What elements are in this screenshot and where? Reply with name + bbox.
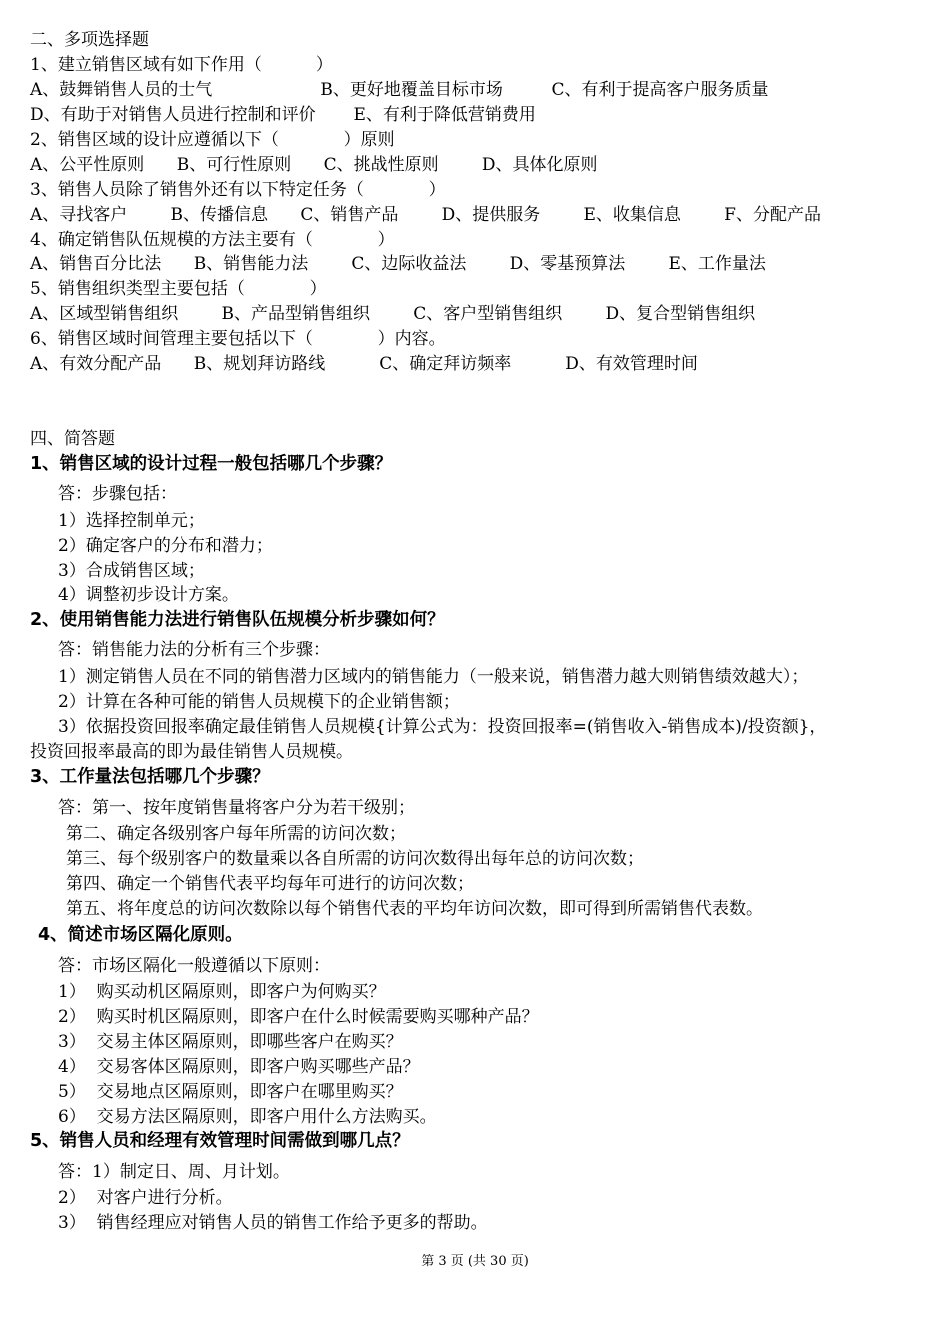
answer-line: 4）调整初步设计方案。 bbox=[58, 585, 239, 605]
question-1-options-row-1: A、鼓舞销售人员的士气 B、更好地覆盖目标市场 C、有利于提高客户服务质量 bbox=[30, 80, 769, 100]
question-4: 4、确定销售队伍规模的方法主要有（ ） bbox=[30, 230, 395, 250]
answer-line: 2）确定客户的分布和潜力； bbox=[58, 536, 273, 556]
answer-line: 5） 交易地点区隔原则，即客户在哪里购买？ bbox=[58, 1082, 403, 1102]
question-2: 2、销售区域的设计应遵循以下（ ）原则 bbox=[30, 130, 395, 150]
short-question-5: 5、销售人员和经理有效管理时间需做到哪几点？ bbox=[30, 1131, 410, 1151]
short-question-4: 4、简述市场区隔化原则。 bbox=[38, 925, 243, 945]
answer-line: 2）计算在各种可能的销售人员规模下的企业销售额； bbox=[58, 692, 460, 712]
answer-line: 3）合成销售区域； bbox=[58, 561, 205, 581]
answer-line: 答：市场区隔化一般遵循以下原则： bbox=[58, 956, 330, 976]
answer-line: 答：步骤包括： bbox=[58, 484, 177, 504]
question-2-options: A、公平性原则 B、可行性原则 C、挑战性原则 D、具体化原则 bbox=[30, 155, 598, 175]
answer-line: 答：销售能力法的分析有三个步骤： bbox=[58, 640, 330, 660]
answer-line: 1）选择控制单元； bbox=[58, 511, 205, 531]
question-5: 5、销售组织类型主要包括（ ） bbox=[30, 279, 327, 299]
answer-line: 投资回报率最高的即为最佳销售人员规模。 bbox=[30, 742, 353, 762]
answer-line: 答：1）制定日、周、月计划。 bbox=[58, 1162, 290, 1182]
answer-line: 2） 对客户进行分析。 bbox=[58, 1188, 233, 1208]
question-4-options: A、销售百分比法 B、销售能力法 C、边际收益法 D、零基预算法 E、工作量法 bbox=[30, 254, 766, 274]
answer-line: 3）依据投资回报率确定最佳销售人员规模{计算公式为：投资回报率=(销售收入-销售成本)/投资额}， bbox=[58, 717, 827, 737]
answer-line: 答：第一、按年度销售量将客户分为若干级别； bbox=[58, 798, 415, 818]
answer-line: 3） 销售经理应对销售人员的销售工作给予更多的帮助。 bbox=[58, 1213, 488, 1233]
question-1: 1、建立销售区域有如下作用（ ） bbox=[30, 55, 333, 75]
page-footer: 第 3 页 (共 30 页) bbox=[421, 1254, 529, 1269]
answer-line: 1） 购买动机区隔原则，即客户为何购买？ bbox=[58, 982, 386, 1002]
answer-line: 6） 交易方法区隔原则，即客户用什么方法购买。 bbox=[58, 1107, 437, 1127]
question-3-options: A、寻找客户 B、传播信息 C、销售产品 D、提供服务 E、收集信息 F、分配产品 bbox=[30, 205, 821, 225]
question-1-options-row-2: D、有助于对销售人员进行控制和评价 E、有利于降低营销费用 bbox=[30, 105, 536, 125]
answer-line: 1）测定销售人员在不同的销售潜力区域内的销售能力（一般来说，销售潜力越大则销售绩效越大）； bbox=[58, 667, 809, 687]
question-6-options: A、有效分配产品 B、规划拜访路线 C、确定拜访频率 D、有效管理时间 bbox=[30, 354, 698, 374]
short-question-1: 1、销售区域的设计过程一般包括哪几个步骤？ bbox=[30, 454, 393, 474]
question-6: 6、销售区域时间管理主要包括以下（ ）内容。 bbox=[30, 329, 446, 349]
answer-line: 4） 交易客体区隔原则，即客户购买哪些产品？ bbox=[58, 1057, 420, 1077]
short-question-3: 3、工作量法包括哪几个步骤？ bbox=[30, 767, 270, 787]
answer-line: 第五、将年度总的访问次数除以每个销售代表的平均年访问次数，即可得到所需销售代表数。 bbox=[66, 899, 763, 919]
answer-line: 第三、每个级别客户的数量乘以各自所需的访问次数得出每年总的访问次数； bbox=[66, 849, 644, 869]
section-heading-multiple-choice: 二、多项选择题 bbox=[30, 30, 149, 50]
question-3: 3、销售人员除了销售外还有以下特定任务（ ） bbox=[30, 180, 446, 200]
answer-line: 第二、确定各级别客户每年所需的访问次数； bbox=[66, 824, 406, 844]
question-5-options: A、区域型销售组织 B、产品型销售组织 C、客户型销售组织 D、复合型销售组织 bbox=[30, 304, 756, 324]
answer-line: 3） 交易主体区隔原则，即哪些客户在购买？ bbox=[58, 1032, 403, 1052]
short-question-2: 2、使用销售能力法进行销售队伍规模分析步骤如何？ bbox=[30, 610, 445, 630]
section-heading-short-answer: 四、简答题 bbox=[30, 429, 115, 449]
answer-line: 第四、确定一个销售代表平均每年可进行的访问次数； bbox=[66, 874, 474, 894]
answer-line: 2） 购买时机区隔原则，即客户在什么时候需要购买哪种产品？ bbox=[58, 1007, 539, 1027]
